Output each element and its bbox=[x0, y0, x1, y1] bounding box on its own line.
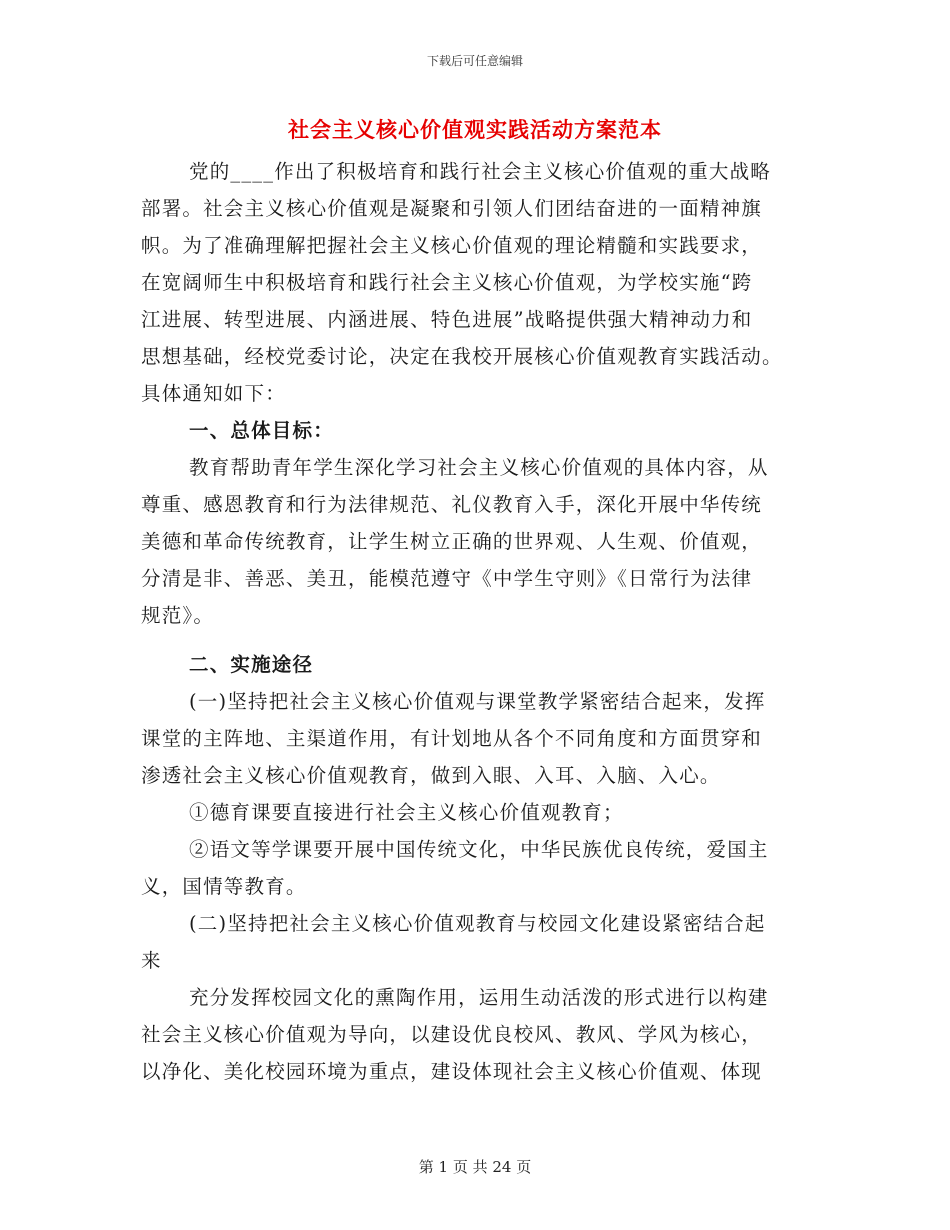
paragraph-line: 在宽阔师生中积极培育和践行社会主义核心价值观，为学校实施“跨 bbox=[141, 271, 753, 294]
paragraph-line: 社会主义核心价值观为导向，以建设优良校风、教风、学风为核心， bbox=[141, 1023, 763, 1046]
section-heading-approach: 二、实施途径 bbox=[189, 653, 314, 676]
paragraph-line: 党的____作出了积极培育和践行社会主义核心价值观的重大战略 bbox=[189, 160, 772, 183]
paragraph-line: (一)坚持把社会主义核心价值观与课堂教学紧密结合起来，发挥 bbox=[189, 690, 766, 713]
section-heading-goals: 一、总体目标： bbox=[189, 419, 334, 442]
paragraph-line: 思想基础，经校党委讨论，决定在我校开展核心价值观教育实践活动。 bbox=[141, 345, 783, 368]
paragraph-line: (二)坚持把社会主义核心价值观教育与校园文化建设紧密结合起 bbox=[189, 912, 766, 935]
document-body bbox=[141, 153, 801, 1090]
paragraph-line: 规范》。 bbox=[141, 604, 215, 627]
paragraph-line: 来 bbox=[141, 949, 162, 972]
paragraph-line: 美德和革命传统教育，让学生树立正确的世界观、人生观、价值观， bbox=[141, 530, 763, 553]
document-title: 社会主义核心价值观实践活动方案范本 bbox=[288, 118, 662, 142]
paragraph-line: 部署。社会主义核心价值观是凝聚和引领人们团结奋进的一面精神旗 bbox=[141, 197, 763, 220]
paragraph-line: 充分发挥校园文化的熏陶作用，运用生动活泼的形式进行以构建 bbox=[189, 986, 769, 1009]
paragraph-line: 分清是非、善恶、美丑，能模范遵守《中学生守则》《日常行为法律 bbox=[141, 567, 753, 590]
page-footer: 第 1 页 共 24 页 bbox=[418, 1158, 532, 1176]
paragraph-line: 课堂的主阵地、主渠道作用，有计划地从各个不同角度和方面贯穿和 bbox=[141, 727, 763, 750]
paragraph-line: 渗透社会主义核心价值观教育，做到入眼、入耳、入脑、入心。 bbox=[141, 764, 721, 787]
paragraph-line: 以净化、美化校园环境为重点，建设体现社会主义核心价值观、体现 bbox=[141, 1060, 763, 1083]
page-header-note: 下载后可任意编辑 bbox=[426, 54, 523, 68]
list-item: ②语文等学课要开展中国传统文化，中华民族优良传统，爱国主 bbox=[189, 838, 769, 861]
list-item: ①德育课要直接进行社会主义核心价值观教育； bbox=[189, 801, 624, 824]
paragraph-line: 江进展、转型进展、内涵进展、特色进展”战略提供强大精神动力和 bbox=[141, 308, 753, 331]
paragraph-line: 帜。为了准确理解把握社会主义核心价值观的理论精髓和实践要求， bbox=[141, 234, 763, 257]
paragraph-line: 义，国情等教育。 bbox=[141, 875, 307, 898]
paragraph-line: 尊重、感恩教育和行为法律规范、礼仪教育入手，深化开展中华传统 bbox=[141, 493, 763, 516]
paragraph-line: 具体通知如下： bbox=[141, 382, 286, 405]
paragraph-line: 教育帮助青年学生深化学习社会主义核心价值观的具体内容，从 bbox=[189, 456, 769, 479]
